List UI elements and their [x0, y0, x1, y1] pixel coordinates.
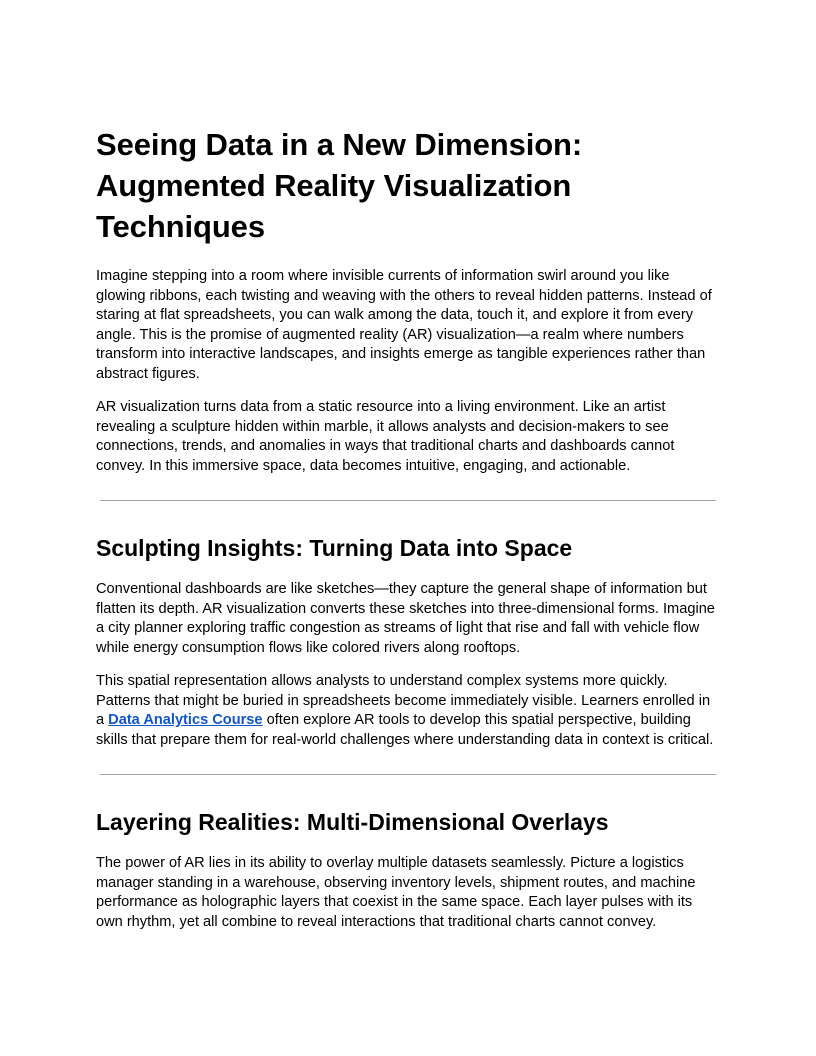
section-heading-sculpting-insights: Sculpting Insights: Turning Data into Space: [96, 535, 573, 561]
intro-paragraph-1: Imagine stepping into a room where invisible currents of information swirl around you like glowing ribbons, each twisting and weaving with the others to reveal hidden patterns. Instead of staring at flat spreadsheets, you can walk among the data, touch it, and explore it from every angle. This is the promise of augmented reality (AR) visualization—a realm where numbers transform into interactive landscapes, and insights emerge as tangible experiences rather than abstract figures.: [96, 268, 712, 382]
article-title: Seeing Data in a New Dimension: Augmented Reality Visualization Techniques: [96, 127, 583, 244]
data-analytics-course-link[interactable]: Data Analytics Course: [108, 712, 263, 728]
section1-paragraph-1: Conventional dashboards are like sketches—they capture the general shape of information but flatten its depth. AR visualization converts these sketches into three-dimensional forms. Imagine a city planner exploring traffic congestion as streams of light that rise and fall with vehicle flow while energy consumption flows like colored rivers along rooftops.: [96, 581, 715, 656]
document-page: [96, 124, 720, 946]
intro-paragraph-2: AR visualization turns data from a static resource into a living environment. Like an artist revealing a sculpture hidden within marble, it allows analysts and decision-makers to see connections, trends, and anomalies in ways that traditional charts and dashboards cannot convey. In this immersive space, data becomes intuitive, engaging, and actionable.: [96, 399, 675, 474]
section-divider: [100, 500, 716, 501]
section-divider: [100, 774, 716, 775]
section2-paragraph-1: The power of AR lies in its ability to overlay multiple datasets seamlessly. Picture a logistics manager standing in a warehouse, observing inventory levels, shipment routes, and machine performance as holographic layers that coexist in the same space. Each layer pulses with its own rhythm, yet all combine to reveal interactions that traditional charts cannot convey.: [96, 855, 696, 930]
section-heading-layering-realities: Layering Realities: Multi-Dimensional Overlays: [96, 809, 609, 835]
section1-paragraph-2-text-before: This spatial representation allows analysts to understand complex systems more quickly. Patterns that might be buried in spreadsheets become immediately visible. Learners enrolled in a: [96, 673, 711, 728]
section1-paragraph-2-text-after: often explore AR tools to develop this spatial perspective, building skills that prepare them for real-world challenges where understanding data in context is critical.: [96, 712, 714, 748]
section1-paragraph-2: [96, 672, 720, 750]
